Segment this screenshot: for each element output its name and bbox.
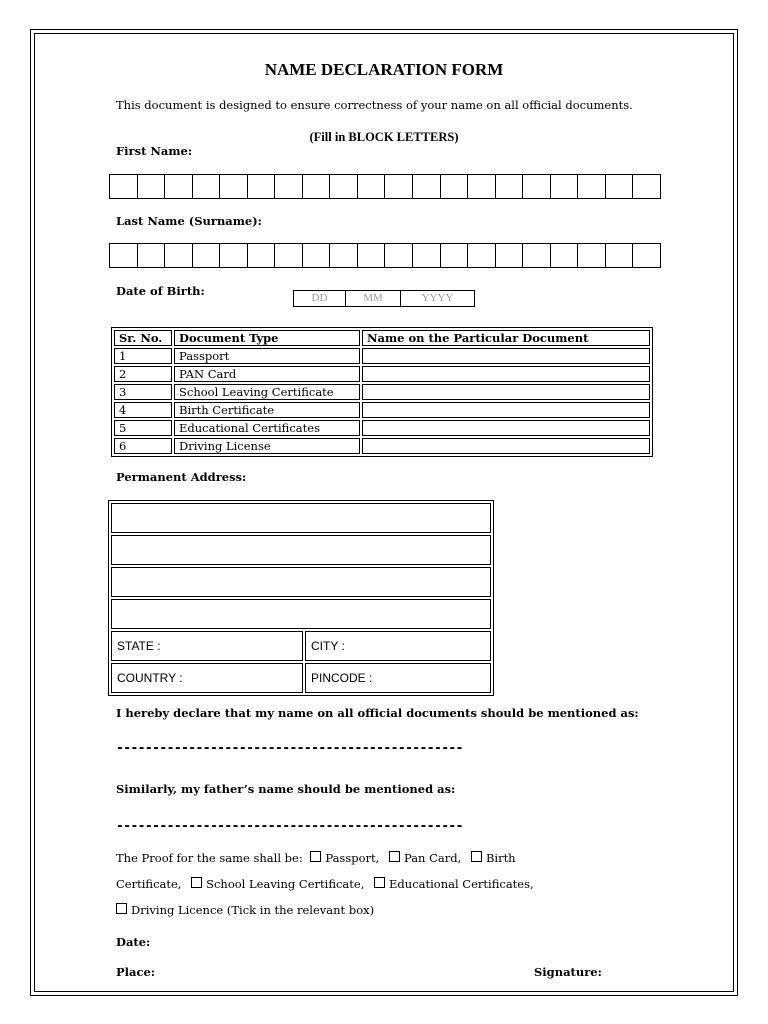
educational-option-label: Educational Certificates, (389, 877, 534, 891)
date-label: Date: (116, 935, 151, 949)
dob-year[interactable]: YYYY (421, 292, 454, 304)
sr-no-cell: 1 (114, 348, 172, 364)
pincode-field[interactable]: PINCODE : (305, 663, 491, 693)
sr-no-cell: 6 (114, 438, 172, 454)
place-label: Place: (116, 965, 156, 979)
certificate-option-label: Certificate, (116, 877, 182, 891)
name-on-document-cell[interactable] (362, 402, 650, 418)
signature-label: Signature: (534, 965, 602, 979)
address-line-2[interactable] (111, 535, 491, 565)
pan-card-option-label: Pan Card, (403, 851, 462, 865)
table-header-row (114, 330, 650, 346)
passport-checkbox[interactable] (310, 851, 321, 862)
driving-licence-checkbox[interactable] (116, 903, 127, 914)
header-name-on-document: Name on the Particular Document (362, 330, 650, 346)
dob-month[interactable]: MM (346, 291, 401, 306)
sr-no-cell: 3 (114, 384, 172, 400)
dob-label: Date of Birth: (116, 284, 205, 298)
address-table (108, 500, 494, 696)
country-field[interactable]: COUNTRY : (111, 663, 303, 693)
proof-line-3 (116, 903, 374, 918)
document-type-cell: Birth Certificate (174, 402, 360, 418)
name-on-document-cell[interactable] (362, 384, 650, 400)
table-row (114, 438, 650, 454)
proof-intro: The Proof for the same shall be: (116, 851, 303, 865)
block-letters-note: (Fill in BLOCK LETTERS) (309, 130, 459, 144)
driving-licence-option-label: Driving Licence (131, 903, 224, 917)
header-document-type: Document Type (174, 330, 360, 346)
document-type-cell: Driving License (174, 438, 360, 454)
passport-option-label: Passport, (325, 851, 380, 865)
tick-note: (Tick in the relevant box) (226, 903, 375, 917)
proof-line-1 (116, 851, 516, 866)
first-name-label: First Name: (116, 144, 193, 158)
sr-no-cell: 5 (114, 420, 172, 436)
intro-text: This document is designed to ensure correctness of your name on all official documents. (116, 98, 633, 112)
sr-no-cell: 2 (114, 366, 172, 382)
declaration-father-text: Similarly, my father’s name should be mentioned as: (116, 782, 456, 796)
father-name-line[interactable]: ------------------------------------------------ (116, 819, 463, 834)
birth-certificate-checkbox[interactable] (471, 851, 482, 862)
name-on-document-cell[interactable] (362, 366, 650, 382)
header-sr-no: Sr. No. (114, 330, 172, 346)
dob-day[interactable]: DD (294, 291, 346, 306)
state-field[interactable]: STATE : (111, 631, 303, 661)
proof-line-2 (116, 877, 534, 892)
address-line-4[interactable] (111, 599, 491, 629)
last-name-label: Last Name (Surname): (116, 214, 262, 228)
address-line-3[interactable] (111, 567, 491, 597)
birth-option-label: Birth (485, 851, 516, 865)
document-type-cell: PAN Card (174, 366, 360, 382)
pan-card-checkbox[interactable] (389, 851, 400, 862)
permanent-address-label: Permanent Address: (116, 470, 247, 484)
sr-no-cell: 4 (114, 402, 172, 418)
document-type-cell: School Leaving Certificate (174, 384, 360, 400)
document-table (111, 327, 653, 457)
table-row (114, 366, 650, 382)
name-on-document-cell[interactable] (362, 420, 650, 436)
table-row (114, 402, 650, 418)
form-title: NAME DECLARATION FORM (264, 60, 504, 79)
table-row (114, 384, 650, 400)
city-field[interactable]: CITY : (305, 631, 491, 661)
address-line-1[interactable] (111, 503, 491, 533)
school-leaving-checkbox[interactable] (191, 877, 202, 888)
document-type-cell: Educational Certificates (174, 420, 360, 436)
name-on-document-cell[interactable] (362, 438, 650, 454)
last-name-boxes[interactable] (109, 243, 661, 268)
table-row (114, 348, 650, 364)
school-leaving-option-label: School Leaving Certificate, (206, 877, 365, 891)
first-name-boxes[interactable] (109, 174, 661, 199)
document-type-cell: Passport (174, 348, 360, 364)
educational-certificates-checkbox[interactable] (374, 877, 385, 888)
declaration-self-text: I hereby declare that my name on all official documents should be mentioned as: (116, 706, 639, 720)
dob-field[interactable] (293, 290, 475, 307)
self-name-line[interactable]: ------------------------------------------------ (116, 741, 463, 756)
name-on-document-cell[interactable] (362, 348, 650, 364)
table-row (114, 420, 650, 436)
